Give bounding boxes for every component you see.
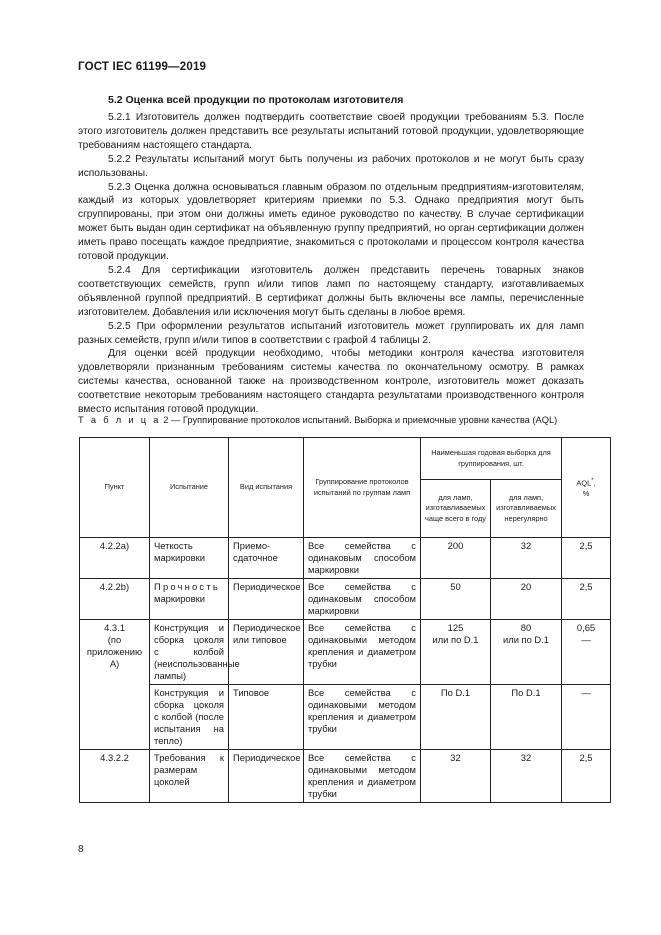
cell-type: Приемо-сдаточное — [229, 538, 304, 579]
cell-aql-alt: — — [581, 634, 591, 645]
cell-sample-frequent: 32 — [421, 750, 491, 803]
cell-test — [150, 579, 229, 620]
cell-sample-rare: 20 — [491, 579, 562, 620]
cell-sample-frequent — [421, 620, 491, 685]
standard-header: ГОСТ IEC 61199—2019 — [78, 61, 207, 73]
table-caption-label: Т а б л и ц а — [78, 415, 161, 425]
cell-sample-frequent: 200 — [421, 538, 491, 579]
cell-test: Требования к размерам цоколей — [150, 750, 229, 803]
header-grouping: Группирование протоколов испытаний по группам ламп — [304, 438, 421, 538]
table-caption — [78, 415, 588, 425]
cell-type: Периодическое или типовое — [229, 620, 304, 685]
cell-item: 4.3.2.2 — [80, 750, 150, 803]
body-text — [78, 111, 584, 417]
cell-sample-frequent-value: 125 — [447, 622, 464, 633]
cell-grouping: Все семейства с одинаковыми методом крепления и диаметром трубки — [304, 750, 421, 803]
test-grouping-table — [79, 437, 611, 803]
cell-aql: 2,5 — [562, 538, 611, 579]
cell-aql: 2,5 — [562, 750, 611, 803]
cell-item-number: 4.3.1 — [104, 622, 125, 633]
cell-item — [80, 620, 150, 750]
table-caption-text: 2 — Группирование протоколов испытаний. Выборка и приемочные уровни качества (AQL) — [163, 415, 558, 425]
cell-test: Конструкция и сборка цоколя с колбой (неиспользованные лампы) — [150, 620, 229, 685]
header-type: Вид испытания — [229, 438, 304, 538]
cell-test: Четкость маркировки — [150, 538, 229, 579]
paragraph: Для оценки всей продукции необходимо, чтобы методики контроля качества изготовителя удовлетворяли признанным требованиям системы качества по окончательному осмотру. В рамках системы качества, основанной также на производственном контроле, изготовитель может доказать соответствие некоторым требованиям настоящего стандарта результатами производственного контроля вместо испытания готовой продукции. — [78, 348, 584, 416]
cell-sample-rare — [491, 620, 562, 685]
header-aql-label: AQL — [576, 478, 592, 488]
header-sample: Наименьшая годовая выборка для группирования, шт. — [421, 438, 562, 480]
cell-test-rest: маркировки — [154, 593, 205, 604]
cell-item: 4.2.2a) — [80, 538, 150, 579]
header-aql: AQL*, % — [562, 438, 611, 538]
cell-aql — [562, 620, 611, 685]
paragraph: 5.2.4 Для сертификации изготовитель должен представить перечень товарных знаков соответствующих семейств, групп и/или типов ламп по настоящему стандарту, изготавливаемых объявленной группой предприятий. В сертификат должны быть включены все лампы, перечисленные изготовителем. Добавления или исключения могут быть сделаны в любое время. — [78, 264, 584, 318]
cell-test: Конструкция и сборка цоколя с колбой (после испытания на тепло) — [150, 685, 229, 750]
table-row — [80, 538, 611, 579]
cell-sample-rare: 32 — [491, 538, 562, 579]
cell-sample-rare-value: 80 — [520, 622, 532, 633]
cell-type: Типовое — [229, 685, 304, 750]
cell-sample-frequent-alt: или по D.1 — [432, 634, 479, 645]
cell-test-spaced: Прочность — [154, 581, 220, 592]
cell-type: Периодическое — [229, 750, 304, 803]
table-row — [80, 620, 611, 685]
cell-aql: 2,5 — [562, 579, 611, 620]
table-row — [80, 685, 611, 750]
cell-sample-rare: 32 — [491, 750, 562, 803]
cell-sample-rare: По D.1 — [491, 685, 562, 750]
cell-sample-frequent: По D.1 — [421, 685, 491, 750]
paragraph: 5.2.3 Оценка должна основываться главным образом по отдельным предприятиям-изготовителям, каждый из которых удовлетворяет критериям приемки по 5.3. Однако предприятия могут быть сгруппированы, при этом они должны иметь единое руководство по качеству. В случае сертификации может быть выдан один сертификат на объявленную группу предприятий, но орган сертификации должен иметь право посещать каждое предприятие, знакомиться с протоколами и процессом контроля качества готовой продукции. — [78, 181, 584, 263]
cell-grouping: Все семейства с одинаковым способом маркировки — [304, 538, 421, 579]
cell-aql-value: 0,65 — [576, 622, 596, 633]
header-sample-rare: для ламп, изготавливаемых нерегулярно — [491, 480, 562, 538]
paragraph: 5.2.1 Изготовитель должен подтвердить соответствие своей продукции требованиям 5.3. После этого изготовитель должен представить все результаты испытаний готовой продукции, удовлетворяющие требованиям настоящего стандарта. — [78, 112, 584, 151]
paragraph: 5.2.5 При оформлении результатов испытаний изготовитель может группировать их для ламп разных семейств, групп и/или типов в соответствии с графой 4 таблицы 2. — [78, 320, 584, 346]
header-item: Пункт — [80, 438, 150, 538]
cell-sample-rare-alt: или по D.1 — [502, 634, 550, 645]
page-number: 8 — [78, 844, 84, 855]
cell-aql: — — [562, 685, 611, 750]
section-title: 5.2 Оценка всей продукции по протоколам изготовителя — [108, 94, 404, 106]
cell-grouping: Все семейства с одинаковыми методом крепления и диаметром трубки — [304, 685, 421, 750]
cell-item-note: (по приложению A) — [86, 634, 143, 669]
cell-type: Периодическое — [229, 579, 304, 620]
cell-grouping: Все семейства с одинаковыми методом крепления и диаметром трубки — [304, 620, 421, 685]
header-sample-frequent: для ламп, изготавливаемых чаще всего в году — [421, 480, 491, 538]
paragraph: 5.2.2 Результаты испытаний могут быть получены из рабочих протоколов и не могут быть сразу использованы. — [78, 153, 584, 179]
cell-grouping: Все семейства с одинаковым способом маркировки — [304, 579, 421, 620]
cell-sample-frequent: 50 — [421, 579, 491, 620]
table-row — [80, 750, 611, 803]
header-aql-unit: % — [582, 488, 590, 498]
header-aql-footnote-mark: * — [591, 478, 594, 485]
table-row — [80, 579, 611, 620]
cell-item: 4.2.2b) — [80, 579, 150, 620]
header-test: Испытание — [150, 438, 229, 538]
